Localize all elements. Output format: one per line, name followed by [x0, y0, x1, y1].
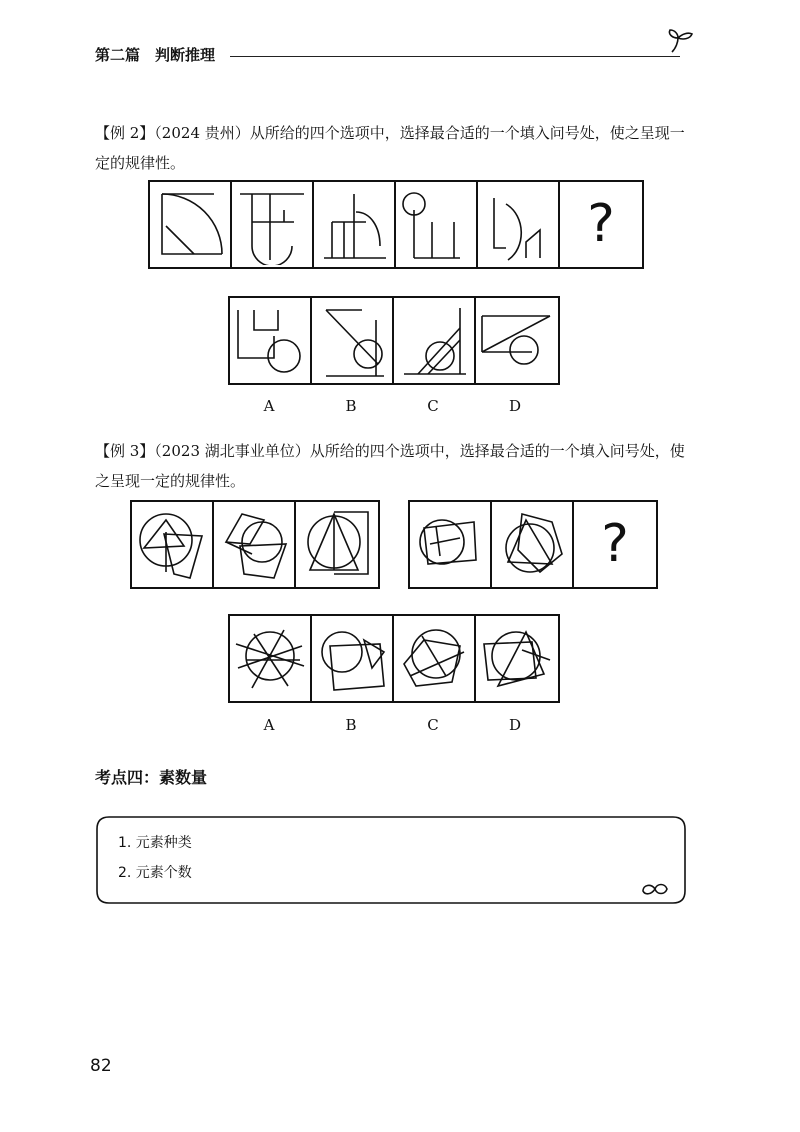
- ex2-option-c[interactable]: [394, 298, 476, 383]
- example3-options-strip: [228, 614, 560, 703]
- chapter-header: 第二篇 判断推理: [95, 46, 216, 64]
- section-title: 考点四：素数量: [95, 768, 208, 787]
- example2-options-strip: [228, 296, 560, 385]
- ex2-figure-5: [478, 182, 560, 267]
- ex2-figure-4: [396, 182, 478, 267]
- question-mark: ?: [587, 194, 615, 254]
- ex3-option-c[interactable]: [394, 616, 476, 701]
- ex3-option-b[interactable]: [312, 616, 394, 701]
- option-label: D: [508, 716, 522, 734]
- ex3-figure-5: [492, 502, 574, 587]
- ex2-option-a[interactable]: [230, 298, 312, 383]
- ex3-option-d[interactable]: [476, 616, 558, 701]
- ex2-option-d[interactable]: [476, 298, 558, 383]
- note-list: [118, 828, 192, 888]
- example3-question-strip-right: [408, 500, 658, 589]
- example3-text: 【例 3】（2023 湖北事业单位）从所给的四个选项中，选择最合适的一个填入问号处，使之呈现一定的规律性。: [95, 442, 685, 490]
- example3-question-strip-left: [130, 500, 380, 589]
- option-label: B: [345, 716, 357, 734]
- example2-question-strip: [148, 180, 644, 269]
- leaf-icon: [643, 885, 667, 894]
- question-mark: ?: [601, 514, 629, 574]
- page-number: 82: [90, 1056, 112, 1076]
- sprout-icon: [666, 28, 696, 54]
- ex2-figure-1: [150, 182, 232, 267]
- option-label: C: [427, 716, 439, 734]
- ex2-question-cell: [560, 182, 642, 267]
- ex2-figure-2: [232, 182, 314, 267]
- example2-option-labels: [228, 397, 556, 415]
- option-label: B: [345, 397, 357, 415]
- ex3-figure-1: [132, 502, 214, 587]
- ex3-figure-4: [410, 502, 492, 587]
- ex3-question-cell: [574, 502, 656, 587]
- option-label: C: [427, 397, 439, 415]
- list-item: 2. 元素个数: [118, 865, 192, 881]
- list-item: 1. 元素种类: [118, 835, 192, 851]
- option-label: A: [263, 716, 275, 734]
- example2-text: 【例 2】（2024 贵州）从所给的四个选项中，选择最合适的一个填入问号处，使之呈现一定的规律性。: [95, 124, 685, 172]
- header-rule: [230, 56, 680, 57]
- ex3-figure-2: [214, 502, 296, 587]
- option-label: D: [508, 397, 522, 415]
- ex2-option-b[interactable]: [312, 298, 394, 383]
- example3-option-labels: [228, 716, 556, 734]
- ex3-option-a[interactable]: [230, 616, 312, 701]
- ex3-figure-3: [296, 502, 378, 587]
- ex2-figure-3: [314, 182, 396, 267]
- option-label: A: [263, 397, 275, 415]
